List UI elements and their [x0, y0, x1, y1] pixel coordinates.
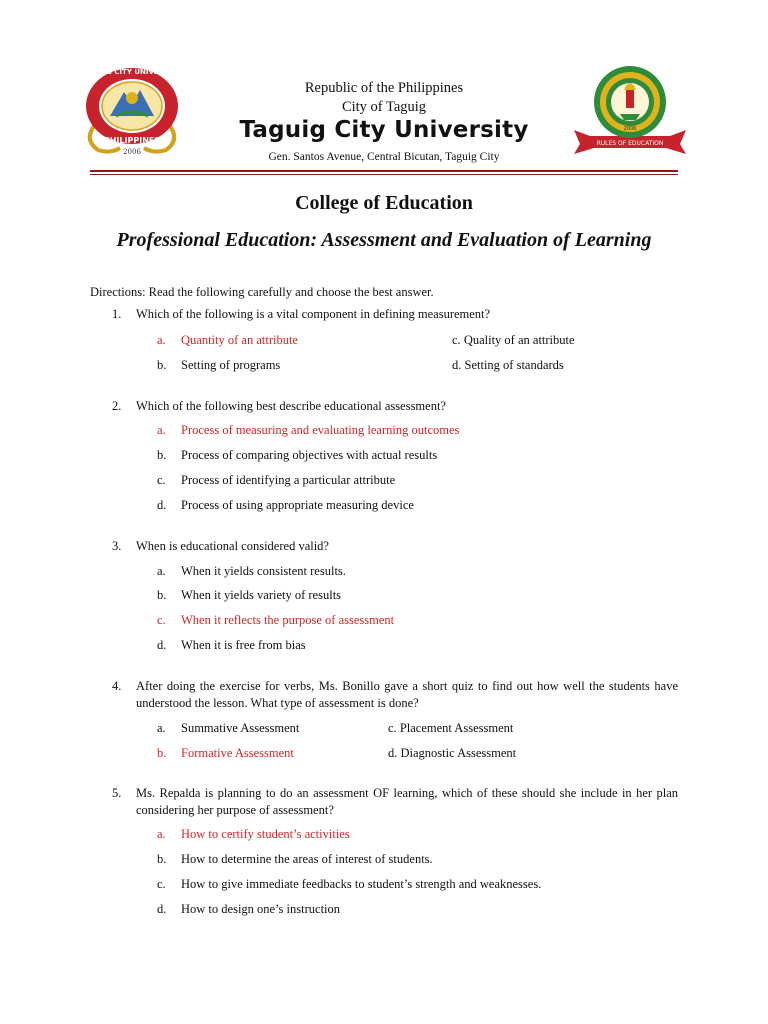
option-c: c. Placement Assessment [388, 721, 514, 735]
question-number: 2. [112, 399, 122, 413]
option-d: d. Diagnostic Assessment [388, 746, 517, 760]
option-c: c. Process of identifying a particular attribute [157, 473, 396, 487]
header-divider-thin [90, 174, 678, 175]
question-stem: When is educational considered valid? [136, 539, 329, 553]
directions-text: Directions: Read the following carefully and choose the best answer. [90, 285, 434, 299]
question-5 [112, 785, 678, 819]
option-d: d. When it is free from bias [157, 638, 306, 652]
option-c: c. When it reflects the purpose of assessment [157, 613, 395, 627]
subject-title: Professional Education: Assessment and Evaluation of Learning [116, 229, 652, 251]
svg-text:PHILIPPINES: PHILIPPINES [103, 136, 161, 145]
option-d: d. Setting of standards [452, 358, 564, 372]
option-d: d. How to design one’s instruction [157, 902, 341, 916]
header-divider [90, 170, 678, 172]
question-stem: Which of the following is a vital component in defining measurement? [136, 307, 491, 321]
question-number: 4. [112, 679, 122, 693]
svg-text:2006: 2006 [623, 126, 637, 132]
option-a: a. How to certify student’s activities [157, 827, 350, 841]
option-b: b. Process of comparing objectives with actual results [157, 448, 438, 462]
svg-text:2006: 2006 [123, 148, 141, 156]
option-b: b. Formative Assessment [157, 746, 294, 760]
option-a: a. When it yields consistent results. [157, 564, 346, 578]
college-title: College of Education [295, 192, 473, 214]
question-stem: After doing the exercise for verbs, Ms. Bonillo gave a short quiz to find out how well the students have understood the lesson. What type of assessment is done? [136, 679, 678, 710]
university-name: Taguig City University [239, 117, 529, 143]
question-number: 3. [112, 539, 122, 553]
question-3 [112, 538, 678, 555]
city-heading: City of Taguig [341, 99, 427, 115]
option-b: b. Setting of programs [157, 358, 281, 372]
option-b: b. When it yields variety of results [157, 588, 342, 602]
question-stem: Which of the following best describe educational assessment? [136, 399, 446, 413]
svg-text:TAGUIG CITY UNIVERSITY: TAGUIG CITY UNIVERSITY [82, 68, 182, 76]
option-c: c. How to give immediate feedbacks to student’s strength and weaknesses. [157, 877, 542, 891]
question-number: 1. [112, 307, 122, 321]
question-1 [112, 306, 678, 323]
option-b: b. How to determine the areas of interest of students. [157, 852, 433, 866]
svg-text:RULES OF EDUCATION: RULES OF EDUCATION [596, 140, 664, 147]
option-a: a. Summative Assessment [157, 721, 300, 735]
question-number: 5. [112, 786, 122, 800]
question-stem: Ms. Repalda is planning to do an assessment OF learning, which of these should she include in her plan considering her purpose of assessment? [136, 786, 678, 817]
option-a: a. Process of measuring and evaluating learning outcomes [157, 423, 460, 437]
republic-heading: Republic of the Philippines [304, 80, 464, 96]
option-a: a. Quantity of an attribute [157, 333, 298, 347]
question-4 [112, 678, 678, 712]
option-c: c. Quality of an attribute [452, 333, 575, 347]
question-2 [112, 398, 678, 415]
university-address: Gen. Santos Avenue, Central Bicutan, Taguig City [268, 151, 500, 163]
option-d: d. Process of using appropriate measuring device [157, 498, 414, 512]
